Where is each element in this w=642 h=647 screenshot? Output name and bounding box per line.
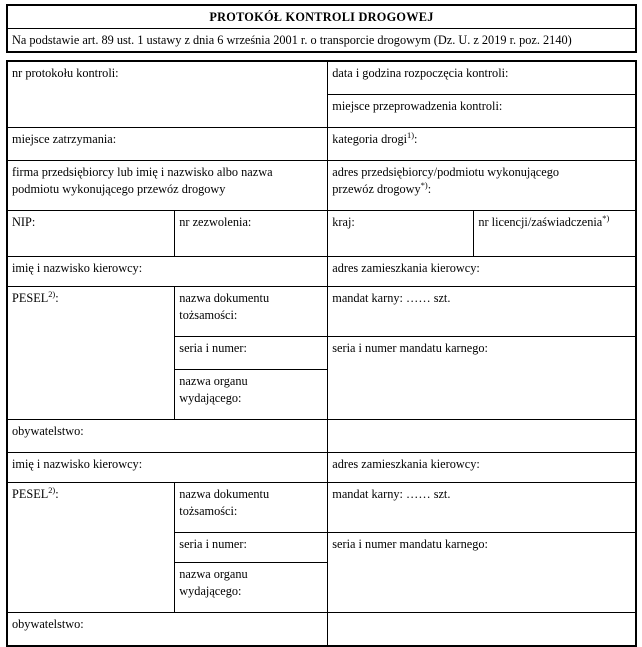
driver-2-issuing-authority-line-2: wydającego:: [179, 584, 242, 598]
field-carrier-company[interactable]: [8, 161, 328, 211]
driver-1-id-document-name-line-1: nazwa dokumentu: [179, 291, 270, 305]
driver-1-fine-count[interactable]: mandat karny: …… szt.: [328, 287, 635, 337]
header-table: [8, 6, 635, 51]
driver-2-issuing-authority[interactable]: [175, 563, 328, 613]
driver-2-pesel-label: PESEL: [12, 487, 49, 501]
carrier-address-line-1: adres przedsiębiorcy/podmiotu wykonującego: [332, 165, 560, 179]
driver-1-id-series-number[interactable]: seria i numer:: [175, 337, 328, 370]
table-row: [8, 211, 635, 257]
driver-1-address[interactable]: adres zamieszkania kierowcy:: [328, 257, 635, 287]
carrier-company-line-1: firma przedsiębiorcy lub imię i nazwisko albo nazwa: [12, 165, 273, 179]
driver-1-citizenship-spacer: [328, 420, 635, 453]
footnote-marker-2: 2): [48, 289, 56, 299]
driver-2-name[interactable]: imię i nazwisko kierowcy:: [8, 453, 328, 483]
carrier-address-line-2-text: przewóz drogowy: [332, 182, 421, 196]
table-row: [8, 161, 635, 211]
field-nip[interactable]: NIP:: [8, 211, 175, 257]
driver-2-pesel-colon: :: [55, 487, 59, 501]
table-row: [8, 287, 635, 337]
driver-2-fine-series-number[interactable]: seria i numer mandatu karnego:: [328, 533, 635, 613]
driver-1-name[interactable]: imię i nazwisko kierowcy:: [8, 257, 328, 287]
table-row: [8, 257, 635, 287]
field-licence-number[interactable]: [474, 211, 635, 257]
field-road-category-label: kategoria drogi: [332, 132, 408, 146]
field-licence-number-label: nr licencji/zaświadczenia: [478, 215, 603, 229]
driver-1-issuing-authority-line-2: wydającego:: [179, 391, 242, 405]
driver-1-pesel-label: PESEL: [12, 291, 49, 305]
field-protocol-number[interactable]: nr protokołu kontroli:: [8, 62, 328, 128]
field-road-category[interactable]: [328, 128, 635, 161]
carrier-company-line-2: podmiotu wykonującego przewóz drogowy: [12, 182, 226, 196]
driver-2-id-document-name[interactable]: [175, 483, 328, 533]
driver-2-id-series-number[interactable]: seria i numer:: [175, 533, 328, 563]
driver-1-id-document-name-line-2: tożsamości:: [179, 308, 238, 322]
driver-1-issuing-authority[interactable]: [175, 370, 328, 420]
main-form-frame: [6, 60, 637, 647]
driver-1-fine-series-number[interactable]: seria i numer mandatu karnego:: [328, 337, 635, 420]
table-row: [8, 29, 635, 52]
driver-2-citizenship[interactable]: obywatelstwo:: [8, 613, 328, 646]
table-row: [8, 62, 635, 95]
driver-2-fine-count[interactable]: mandat karny: …… szt.: [328, 483, 635, 533]
inspection-table: [8, 62, 635, 645]
carrier-address-line-2: [332, 181, 631, 198]
field-carrier-address[interactable]: [328, 161, 635, 211]
footnote-marker-2b: 2): [48, 485, 56, 495]
driver-2-address[interactable]: adres zamieszkania kierowcy:: [328, 453, 635, 483]
table-row: [8, 128, 635, 161]
driver-2-id-document-name-line-1: nazwa dokumentu: [179, 487, 270, 501]
field-start-datetime[interactable]: data i godzina rozpoczęcia kontroli:: [328, 62, 635, 95]
table-row: [8, 613, 635, 646]
driver-1-id-document-name[interactable]: [175, 287, 328, 337]
driver-2-pesel[interactable]: [8, 483, 175, 613]
driver-2-id-document-name-line-2: tożsamości:: [179, 504, 238, 518]
table-row: [8, 6, 635, 29]
table-row: [8, 420, 635, 453]
field-road-category-colon: :: [414, 132, 418, 146]
legal-basis-text: Na podstawie art. 89 ust. 1 ustawy z dnia 6 września 2001 r. o transporcie drogowym (Dz. U. z 2019 r. poz. 2140): [8, 29, 635, 52]
table-row: [8, 483, 635, 533]
driver-1-pesel[interactable]: [8, 287, 175, 420]
carrier-address-colon: :: [427, 182, 432, 196]
footnote-marker-star: *): [420, 180, 428, 190]
driver-2-citizenship-spacer: [328, 613, 635, 646]
field-country[interactable]: kraj:: [328, 211, 474, 257]
footnote-marker-1: 1): [407, 130, 415, 140]
field-permit-number[interactable]: nr zezwolenia:: [175, 211, 328, 257]
page-title: PROTOKÓŁ KONTROLI DROGOWEJ: [8, 6, 635, 29]
table-row: [8, 453, 635, 483]
field-stop-place[interactable]: miejsce zatrzymania:: [8, 128, 328, 161]
driver-1-citizenship[interactable]: obywatelstwo:: [8, 420, 328, 453]
field-inspection-place[interactable]: miejsce przeprowadzenia kontroli:: [328, 95, 635, 128]
driver-2-issuing-authority-line-1: nazwa organu: [179, 567, 248, 581]
driver-1-pesel-colon: :: [55, 291, 59, 305]
footnote-marker-star-2: *): [602, 213, 610, 223]
driver-1-issuing-authority-line-1: nazwa organu: [179, 374, 248, 388]
document-header-frame: [6, 4, 637, 53]
